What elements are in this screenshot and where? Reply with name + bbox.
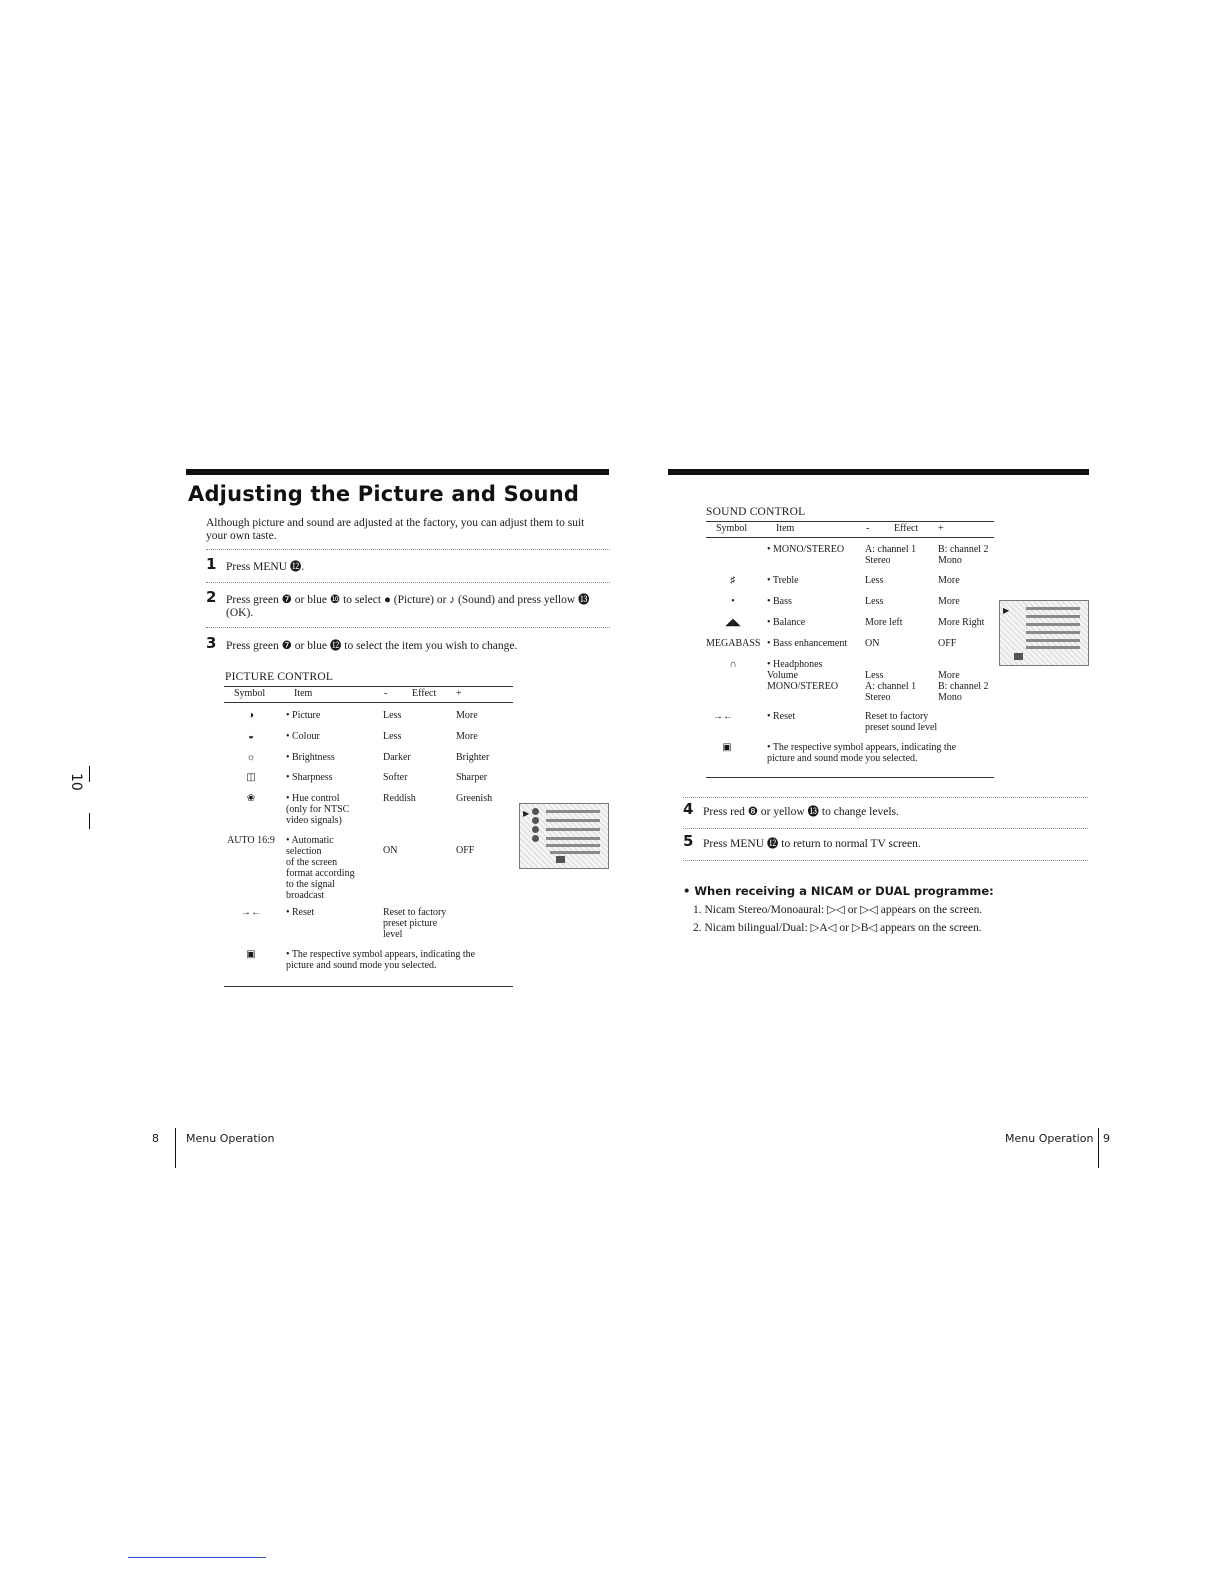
osd-level-bar: [1026, 607, 1080, 610]
intro-text: Although picture and sound are adjusted at the factory, you can adjust them to suit your own taste.: [206, 517, 585, 542]
row-minus: Less A: channel 1 Stereo: [865, 670, 917, 703]
osd-sharpness-icon: [532, 835, 539, 842]
header-symbol: Symbol: [234, 688, 266, 699]
osd-level-bar: [546, 810, 600, 813]
divider: [206, 549, 610, 550]
row-plus: Sharper: [456, 772, 488, 783]
osd-picture-icon: [532, 808, 539, 815]
header-symbol: Symbol: [716, 523, 748, 534]
row-item: • Bass enhancement: [767, 638, 848, 649]
row-symbol: ♯: [730, 575, 736, 586]
step-5: [683, 832, 1083, 851]
nicam-heading: • When receiving a NICAM or DUAL programme:: [683, 884, 994, 898]
left-page-number: 8: [152, 1132, 159, 1145]
step-4: [683, 800, 1083, 819]
cursor-arrow-icon: ▶: [1003, 606, 1010, 615]
row-plus: OFF: [938, 638, 957, 649]
row-item: • Bass: [767, 596, 792, 607]
osd-mode-icon: [1014, 653, 1023, 660]
header-minus: -: [384, 688, 388, 699]
left-footer-label: Menu Operation: [186, 1132, 275, 1145]
step-text: Press MENU ⓬.: [226, 561, 305, 573]
row-item: • Balance: [767, 617, 806, 628]
step-number: 4: [683, 800, 694, 818]
header-effect: Effect: [894, 523, 919, 534]
step-text: Press green ❼ or blue ❿ to select ● (Picture) or ♪ (Sound) and press yellow ⓭ (OK).: [226, 594, 590, 619]
row-item: • Brightness: [286, 752, 335, 763]
divider: [683, 828, 1088, 829]
left-footer-bar: [175, 1128, 176, 1168]
step-number: 5: [683, 832, 694, 850]
sound-table-header: [706, 521, 994, 538]
row-item: • Sharpness: [286, 772, 333, 783]
row-plus: Greenish: [456, 793, 493, 804]
row-minus: ON: [383, 845, 398, 856]
top-rule-left: [186, 469, 609, 475]
row-symbol: ◑: [247, 710, 255, 721]
osd-level-bar: [1026, 646, 1080, 649]
row-symbol: ▣: [722, 742, 732, 753]
picture-menu-screen-image: [519, 803, 609, 869]
picture-table-bottom-rule: [224, 986, 513, 987]
step-2: [206, 588, 606, 620]
row-item: • Reset: [767, 711, 796, 722]
divider: [206, 582, 610, 583]
picture-control-title: PICTURE CONTROL: [225, 671, 334, 683]
row-symbol: →←: [241, 907, 261, 918]
osd-level-bar: [546, 844, 600, 847]
row-item: • Headphones Volume MONO/STEREO: [767, 659, 839, 692]
step-text: Press red ❽ or yellow ⓭ to change levels.: [703, 806, 899, 818]
side-mark-bar-bottom: [89, 813, 90, 829]
divider: [206, 627, 610, 628]
osd-mode-icon: [556, 856, 565, 863]
step-3: [206, 634, 606, 653]
sound-table-bottom-rule: [706, 777, 994, 778]
row-item: • Hue control (only for NTSC video signals): [286, 793, 350, 826]
right-page-number: 9: [1103, 1132, 1110, 1145]
osd-brightness-icon: [532, 826, 539, 833]
nicam-item-2: 2. Nicam bilingual/Dual: ▷A◁ or ▷B◁ appears on the screen.: [693, 922, 982, 934]
sound-menu-screen-image: [999, 600, 1089, 666]
right-footer-bar: [1098, 1128, 1099, 1168]
row-item: • Reset: [286, 907, 315, 918]
row-symbol: ▣: [246, 949, 256, 960]
row-minus: Reset to factory preset sound level: [865, 711, 938, 733]
step-number: 3: [206, 634, 217, 652]
divider: [683, 860, 1088, 861]
row-symbol: →←: [713, 711, 733, 722]
page-title: Adjusting the Picture and Sound: [188, 482, 580, 506]
sound-control-title: SOUND CONTROL: [706, 506, 806, 518]
osd-level-bar: [1026, 639, 1080, 642]
row-item: • The respective symbol appears, indicating the picture and sound mode you selected.: [767, 742, 957, 764]
row-symbol: ◫: [246, 772, 256, 783]
nicam-item-1: 1. Nicam Stereo/Monoaural: ▷◁ or ▷◁ appears on the screen.: [693, 904, 983, 916]
side-page-mark: 10: [68, 773, 84, 791]
osd-level-bar: [1026, 623, 1080, 626]
osd-level-bar: [546, 819, 600, 822]
osd-level-bar: [546, 837, 600, 840]
row-plus: More: [456, 710, 478, 721]
step-1: [206, 555, 606, 574]
step-text: Press MENU ⓬ to return to normal TV screen.: [703, 838, 921, 850]
side-mark-bar-top: [89, 766, 90, 782]
right-footer-label: Menu Operation: [1005, 1132, 1094, 1145]
osd-level-bar: [546, 828, 600, 831]
row-plus: More: [938, 575, 960, 586]
picture-table-header: [224, 686, 513, 703]
row-plus: B: channel 2 Mono: [938, 544, 989, 566]
row-plus: OFF: [456, 845, 475, 856]
row-minus: Less: [383, 710, 402, 721]
step-text: Press green ❼ or blue ⓬ to select the item you wish to change.: [226, 640, 518, 652]
row-item: • Colour: [286, 731, 320, 742]
header-plus: +: [456, 688, 462, 699]
row-minus: Darker: [383, 752, 411, 763]
row-symbol: ☼: [246, 752, 256, 763]
row-symbol: MEGABASS: [706, 638, 761, 649]
row-plus: Brighter: [456, 752, 490, 763]
row-symbol: ∩: [729, 659, 737, 670]
header-effect: Effect: [412, 688, 437, 699]
row-minus: A: channel 1 Stereo: [865, 544, 917, 566]
row-symbol: •: [731, 596, 735, 607]
header-minus: -: [866, 523, 870, 534]
row-plus: More Right: [938, 617, 985, 628]
row-minus: ON: [865, 638, 880, 649]
osd-level-bar: [550, 851, 600, 854]
step-number: 1: [206, 555, 217, 573]
divider: [683, 797, 1088, 798]
row-symbol: ❀: [246, 793, 256, 804]
row-minus: Less: [865, 575, 884, 586]
row-plus: More: [456, 731, 478, 742]
row-minus: Reset to factory preset picture level: [383, 907, 447, 940]
row-item: • Automatic selection of the screen format according to the signal broadcast: [286, 835, 355, 901]
row-item: • Treble: [767, 575, 799, 586]
blue-underline: [128, 1557, 266, 1558]
row-minus: Softer: [383, 772, 408, 783]
header-item: Item: [776, 523, 795, 534]
header-item: Item: [294, 688, 313, 699]
row-plus: More B: channel 2 Mono: [938, 670, 989, 703]
row-symbol: ◢◣: [725, 617, 741, 628]
osd-colour-icon: [532, 817, 539, 824]
step-number: 2: [206, 588, 217, 606]
cursor-arrow-icon: ▶: [523, 809, 530, 818]
top-rule-right: [668, 469, 1089, 475]
osd-level-bar: [1026, 631, 1080, 634]
osd-level-bar: [1026, 615, 1080, 618]
header-plus: +: [938, 523, 944, 534]
row-symbol: AUTO 16:9: [227, 835, 275, 846]
row-item: • Picture: [286, 710, 321, 721]
row-plus: More: [938, 596, 960, 607]
row-minus: More left: [865, 617, 903, 628]
row-symbol: ◒: [247, 731, 255, 742]
row-minus: Less: [865, 596, 884, 607]
row-item: • The respective symbol appears, indicating the picture and sound mode you selected.: [286, 949, 476, 971]
row-item: • MONO/STEREO: [767, 544, 845, 555]
row-minus: Reddish: [383, 793, 416, 804]
row-minus: Less: [383, 731, 402, 742]
